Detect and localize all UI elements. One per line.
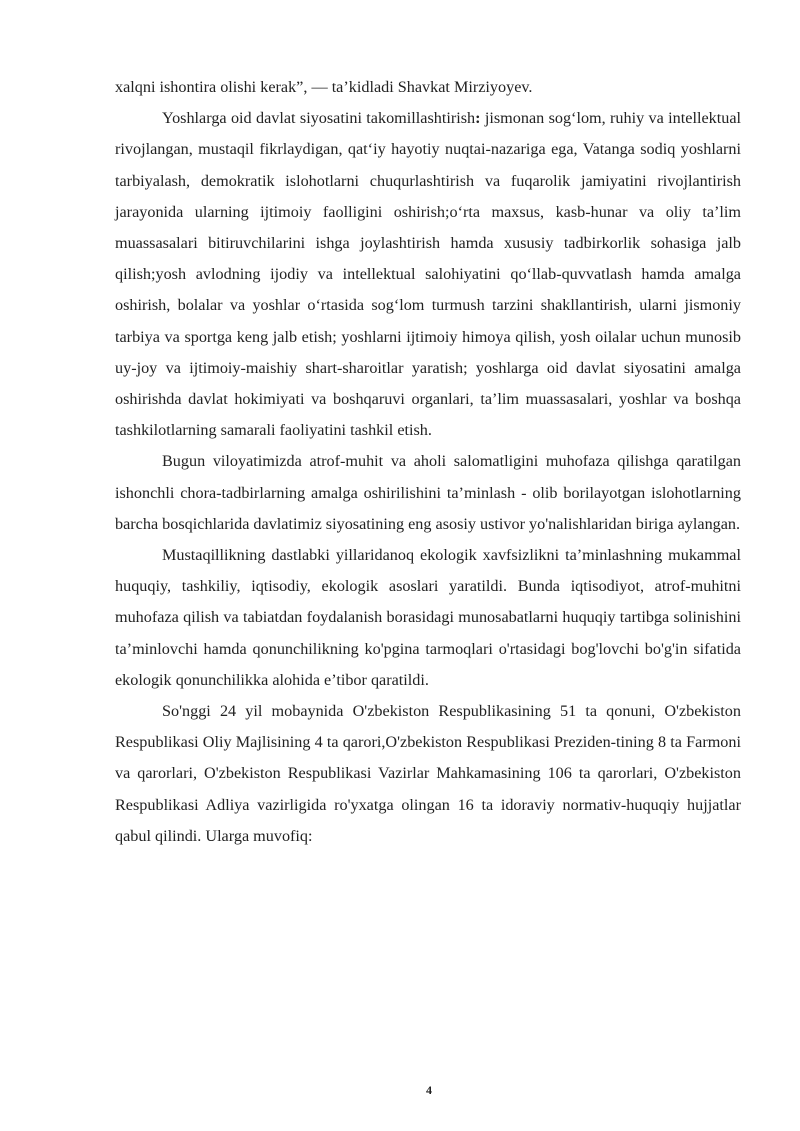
paragraph-ecological-safety: Mustaqillikning dastlabki yillaridanoq ekologik xavfsizlikni ta’minlashning mukammal huquqiy, tashkiliy, iqtisodiy, ekologik asoslari yaratildi. Bunda iqtisodiyot, atrof-muhitni muhofaza qilish va tabiatdan foydalanish borasidagi munosabatlarni huquqiy tartibga solinishini ta’minlovchi hamda qonunchilikning ko'pgina tarmoqlari o'rtasidagi bog'lovchi bo'g'in sifatida ekologik qonunchilikka alohida e’tibor qaratildi. xyxy=(115,546,741,689)
paragraph-legislation: So'nggi 24 yil mobaynida O'zbekiston Respublikasining 51 ta qonuni, O'zbekiston Respublikasi Oliy Majlisining 4 ta qarori,O'zbekiston Respublikasi Preziden-tining 8 ta Farmoni va qarorlari, O'zbekiston Respublikasi Vazirlar Mahkamasining 106 ta qarorlari, O'zbekiston Respublikasi Adliya vazirligida ro'yxatga olingan 16 ta idoraviy normativ-huquqiy hujjatlar qabul qilindi. Ularga muvofiq: xyxy=(115,702,741,845)
paragraph-text: jismonan sog‘lom, ruhiy va intellektual rivojlangan, mustaqil fikrlaydigan, qat‘iy hayotiy nuqtai-nazariga ega, Vatanga sodiq yoshlarni tarbiyalash, demokratik islohotlarni chuqurlashtirish va fuqarolik jamiyatini rivojlantirish jarayonida ularning ijtimoiy faolligini oshirish;o‘rta maxsus, kasb-hunar va oliy ta’lim muassasalari bitiruvchilarini ishga joylashtirish hamda xususiy tadbirkorlik sohasiga jalb qilish;yosh avlodning ijodiy va intellektual salohiyatini qo‘llab-quvvatlash hamda amalga oshirish, bolalar va yoshlar o‘rtasida sog‘lom turmush tarzini shakllantirish, ularni jismoniy tarbiya va sportga keng jalb etish; yoshlarni ijtimoiy himoya qilish, yosh oilalar uchun munosib uy-joy va ijtimoiy-maishiy shart-sharoitlar yaratish; yoshlarga oid davlat siyosatini amalga oshirishda davlat hokimiyati va boshqaruvi organlari, ta’lim muassasalari, yoshlar va boshqa tashkilotlarning samarali faoliyatini tashkil etish. xyxy=(115,109,741,440)
paragraph-lead: Yoshlarga oid davlat siyosatini takomillashtirish xyxy=(162,109,476,128)
document-body xyxy=(115,72,741,852)
paragraph-lead-colon: : xyxy=(475,109,481,128)
paragraph-environment: Bugun viloyatimizda atrof-muhit va aholi salomatligini muhofaza qilishga qaratilgan ishonchli chora-tadbirlarning amalga oshirilishini ta’minlash - olib borilayotgan islohotlarning barcha bosqichlarida davlatimiz siyosatining eng asosiy ustivor yo'nalishlaridan biriga aylangan. xyxy=(115,452,741,533)
page-number: 4 xyxy=(426,1083,432,1097)
paragraph-continuation: xalqni ishontira olishi kerak”, — ta’kidladi Shavkat Mirziyoyev. xyxy=(115,78,533,96)
paragraph-youth-policy xyxy=(115,103,741,446)
